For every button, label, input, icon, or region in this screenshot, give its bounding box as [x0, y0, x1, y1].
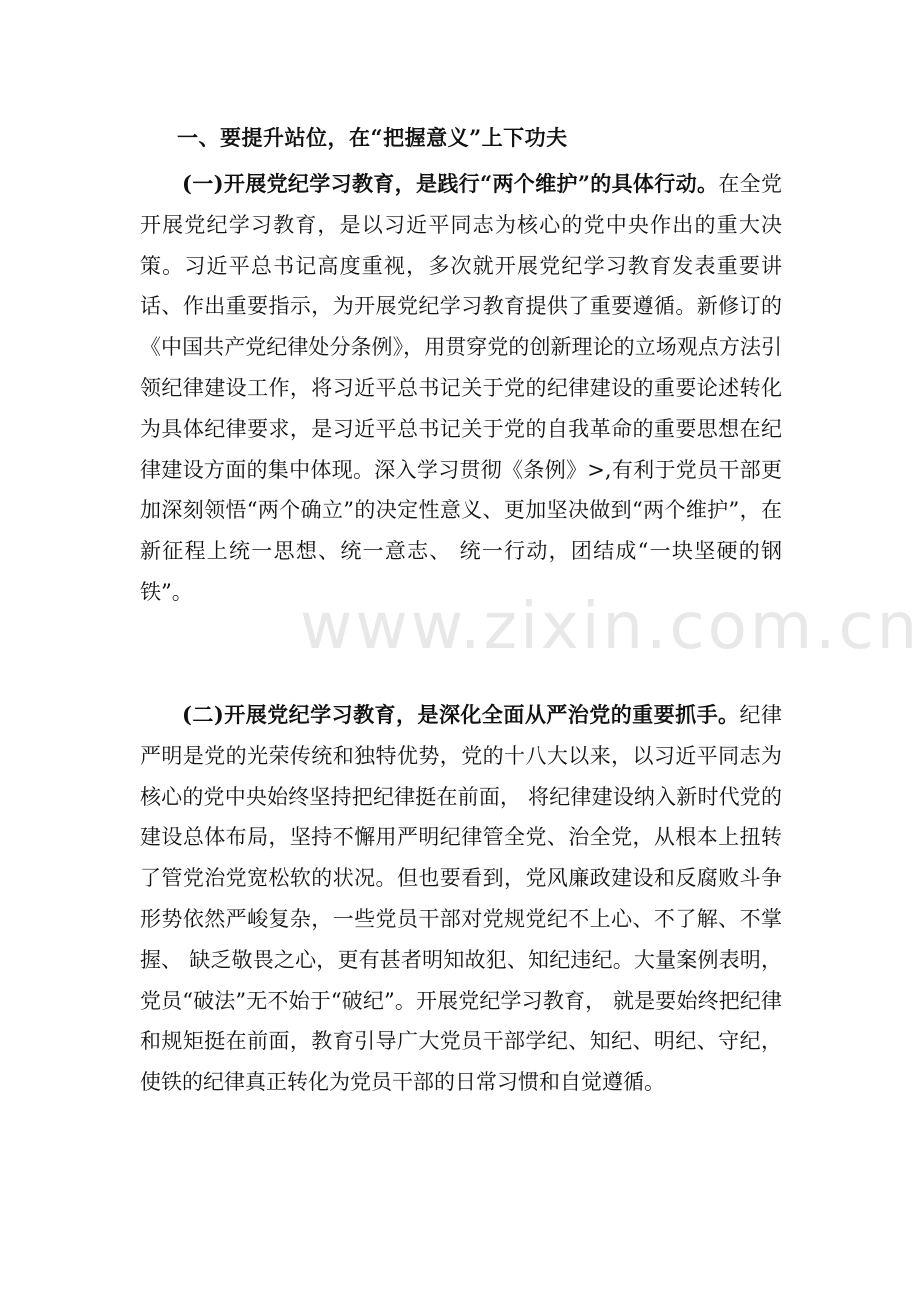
paragraph-1	[140, 164, 782, 613]
paragraph-2-lead: (二)开展党纪学习教育，是深化全面从严治党的重要抓手。	[182, 702, 740, 727]
paragraph-1-lead: (一)开展党纪学习教育，是践行“两个维护”的具体行动。	[182, 171, 719, 196]
watermark: www.zixin.com.cn	[300, 590, 920, 664]
paragraph-1-body: 在全党开展党纪学习教育，是以习近平同志为核心的党中央作出的重大决策。习近平总书记高度重视，多次就开展党纪学习教育发表重要讲话、作出重要指示，为开展党纪学习教育提供了重要遵循。新修订的《中国共产党纪律处分条例》，用贯穿党的创新理论的立场观点方法引领纪律建设工作，将习近平总书记关于党的纪律建设的重要论述转化为具体纪律要求，是习近平总书记关于党的自我革命的重要思想在纪律建设方面的集中体现。深入学习贯彻《条例》>,有利于党员干部更加深刻领悟“两个确立”的决定性意义、更加坚决做到“两个维护”，在新征程上统一思想、统一意志、 统一行动，团结成“一块坚硬的钢铁”。	[140, 172, 782, 604]
paragraph-2-body: 纪律严明是党的光荣传统和独特优势，党的十八大以来，以习近平同志为核心的党中央始终坚持把纪律挺在前面， 将纪律建设纳入新时代党的建设总体布局，坚持不懈用严明纪律管全党、治全党，从根本上扭转了管党治党宽松软的状况。但也要看到，党风廉政建设和反腐败斗争形势依然严峻复杂，一些党员干部对党规党纪不上心、不了解、不掌握、 缺乏敬畏之心，更有甚者明知故犯、知纪违纪。大量案例表明，党员“破法”无不始于“破纪”。开展党纪学习教育， 就是要始终把纪律和规矩挺在前面，教育引导广大党员干部学纪、知纪、明纪、守纪，使铁的纪律真正转化为党员干部的日常习惯和自觉遵循。	[140, 703, 782, 1095]
paragraph-2	[140, 695, 782, 1103]
section-heading: 一、要提升站位，在“把握意义”上下功夫	[177, 125, 568, 150]
